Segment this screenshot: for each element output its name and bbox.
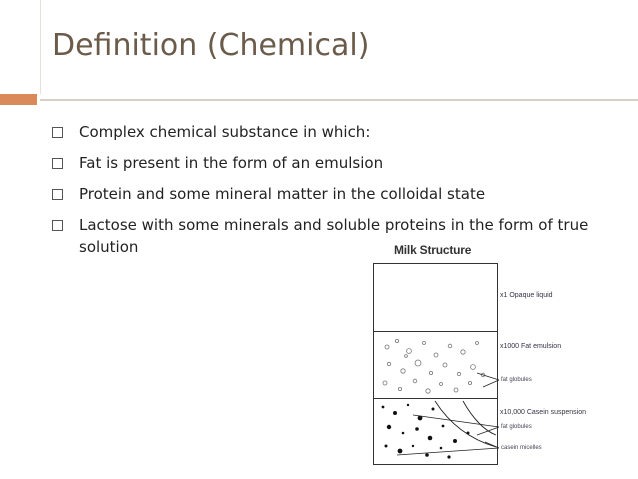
layer3-label: x10,000 Casein suspension — [500, 409, 587, 416]
figure-title: Milk Structure — [394, 243, 472, 257]
bullet-item — [52, 121, 612, 143]
title-guide-line — [40, 0, 41, 94]
title-accent-bar — [0, 94, 37, 105]
bullet-box-icon — [52, 158, 63, 169]
bullet-item — [52, 183, 612, 205]
bullet-box-icon — [52, 127, 63, 138]
casein-suspension-particles — [382, 404, 470, 459]
casein-boundary-curves — [435, 401, 496, 447]
layer3-pointer1-label: fat globules — [501, 424, 532, 430]
milk-structure-figure — [373, 243, 619, 465]
layer2-pointer-label: fat globules — [501, 377, 532, 383]
bullet-text: Complex chemical substance in which: — [79, 123, 371, 141]
layer3-pointer2-label: casein micelles — [501, 445, 542, 451]
layer1-label: x1 Opaque liquid — [500, 292, 553, 299]
bullet-text: Lactose with some minerals and soluble proteins in the form of true solution — [79, 216, 589, 256]
bullet-item — [52, 152, 612, 174]
bullet-text: Protein and some mineral matter in the colloidal state — [79, 185, 486, 203]
slide-title: Definition (Chemical) — [52, 28, 370, 63]
title-divider — [40, 99, 638, 101]
figure-drawing — [373, 243, 619, 465]
bullet-text: Fat is present in the form of an emulsion — [79, 154, 384, 172]
bullet-box-icon — [52, 220, 63, 231]
bullet-box-icon — [52, 189, 63, 200]
layer2-label: x1000 Fat emulsion — [500, 343, 562, 350]
fat-emulsion-globules — [383, 339, 485, 393]
